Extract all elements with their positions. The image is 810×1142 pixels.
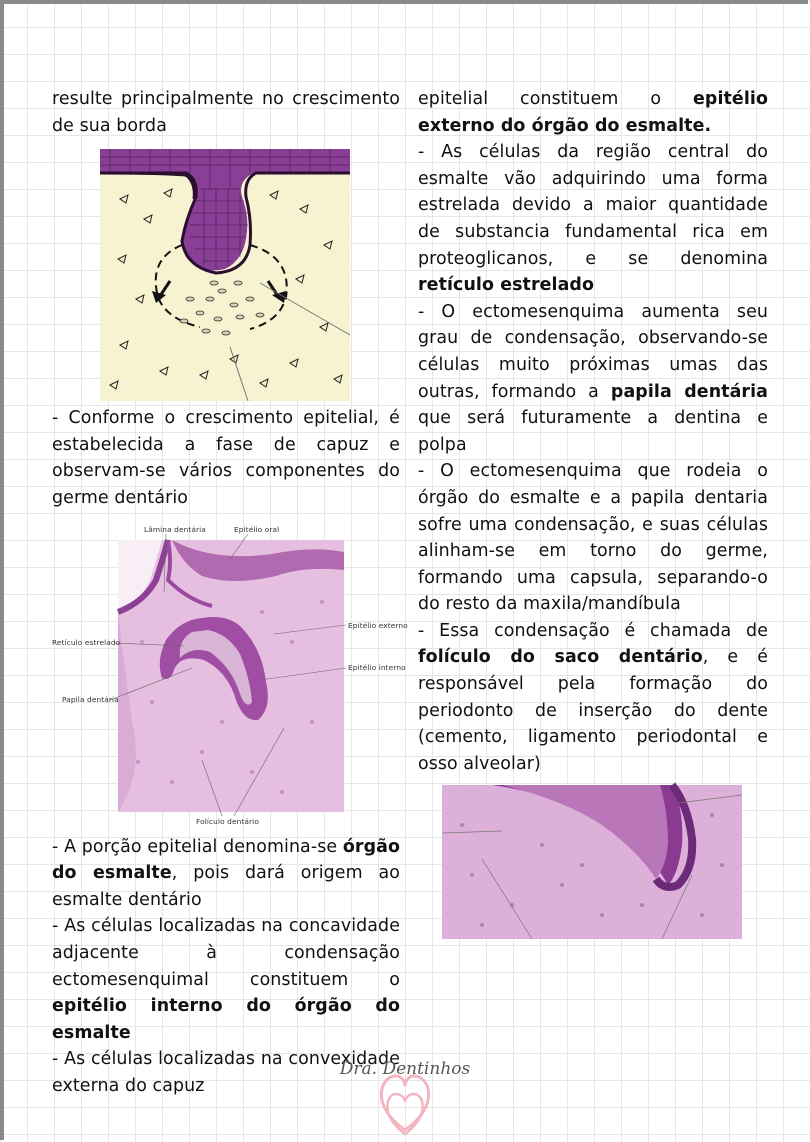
label-reticulo-estrelado: Retículo estrelado [52, 637, 121, 647]
label-epitelio-externo: Epitélio externo [348, 620, 408, 630]
left-paragraph-3: - A porção epitelial denomina-se órgão do esmalte, pois dará origem ao esmalte dentário [52, 836, 400, 910]
label-epitelio-interno: Epitélio interno [348, 662, 406, 672]
right-paragraph-2: - As células da região central do esmalte vão adquirindo uma forma estrelada devido a maior quantidade de substancia fundamental rica em proteoglicanos, e se denomina retículo estrelado [418, 142, 768, 296]
left-paragraph-2: - Conforme o crescimento epitelial, é estabelecida a fase de capuz e observam-se vários componentes do germe dentário [52, 408, 400, 508]
right-paragraph-3: - O ectomesenquima aumenta seu grau de condensação, observando-se células muito próximas umas das outras, formando a papila dentária que será futuramente a dentina e polpa [418, 301, 769, 455]
left-paragraph-1: resulte principalmente no crescimento de sua borda [52, 89, 400, 136]
cap-stage-diagram [100, 149, 350, 401]
histology-micrograph [52, 522, 408, 828]
signature-text: Dra. Dentinhos [339, 1059, 471, 1079]
histology-detail-micrograph [442, 785, 742, 939]
right-paragraph-5: - Essa condensação é chamada de folículo do saco dentário, e é responsável pela formação do periodonto de inserção do dente (cemento, ligamento periodontal e osso alveolar) [418, 620, 769, 774]
left-paragraph-5: - As células localizadas na convexidade externa do capuz [52, 1049, 400, 1096]
right-paragraph-1: epitelial constituem o epitélio externo do órgão do esmalte. [418, 89, 768, 136]
label-epitelio-oral: Epitélio oral [234, 524, 280, 534]
right-paragraph-4: - O ectomesenquima que rodeia o órgão do esmalte e a papila dentaria sofre uma condensação, e suas células alinham-se em torno do germe, formando uma capsula, separando-o do resto da maxila/mandíbula [418, 461, 768, 615]
right-column [418, 86, 768, 939]
signature-logo [330, 1046, 480, 1136]
label-lamina-dentaria: Lâmina dentária [144, 524, 206, 534]
label-foliculo-dentario: Folículo dentário [196, 816, 259, 826]
left-paragraph-4: - As células localizadas na concavidade adjacente à condensação ectomesenquimal constituem o epitélio interno do órgão do esmalte [52, 916, 400, 1043]
label-papila-dentaria: Papila dentária [62, 694, 119, 704]
